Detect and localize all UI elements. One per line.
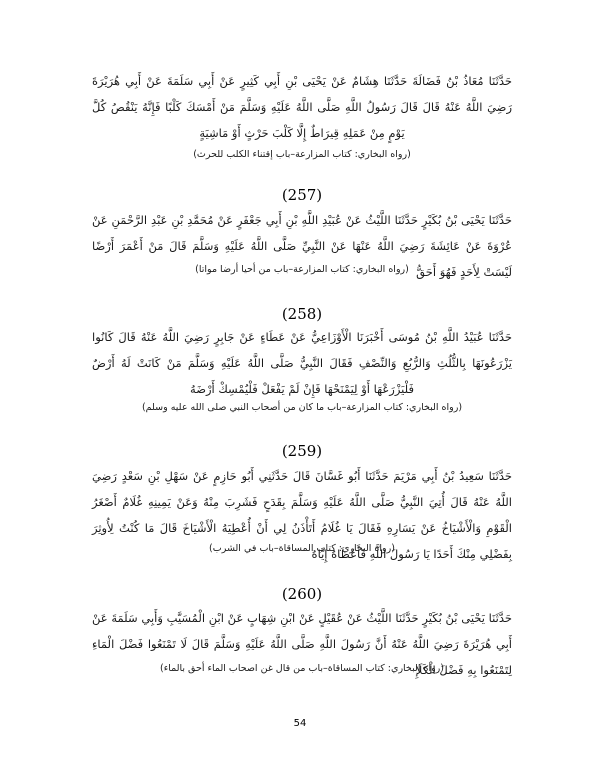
hadith-source-260: (رواه البخاري: كتاب المساقاة–باب من قال غن اصحاب الماء أحق بالماء) (160, 663, 444, 674)
hadith-source-259: (رواه البخاري: كتاب المساقاة–باب في الشرب) (209, 543, 395, 554)
page-number: 54 (293, 718, 307, 729)
hadith-number-260: (260) (281, 585, 323, 603)
hadith-text-258: حَدَّثَنَا عُبَيْدُ اللَّهِ بْنُ مُوسَى أَخْبَرَنَا الْأَوْزَاعِيُّ عَنْ عَطَاءٍ عَنْ جَابِرٍ رَضِيَ اللَّهُ عَنْهُ قَالَ كَانُوا يَزْرَعُونَهَا بِالثُّلُثِ وَالرُّبُعِ وَالنِّصْفِ فَقَالَ النَّبِيُّ صَلَّى اللَّهُ عَلَيْهِ وَسَلَّمَ مَنْ كَانَتْ لَهُ أَرْضٌ فَلْيَزْرَعْهَا أَوْ لِيَمْنَحْهَا فَإِنْ لَمْ يَفْعَلْ فَلْيُمْسِكْ أَرْضَهُ (92, 330, 512, 396)
hadith-number-257: (257) (281, 186, 323, 204)
hadith-source-257: (رواه البخاري: كتاب المزارعة–باب من أحيا أرضا مواتا) (195, 264, 409, 275)
hadith-text-260: حَدَّثَنَا يَحْيَى بْنُ بُكَيْرٍ حَدَّثَنَا اللَّيْثُ عَنْ عُقَيْلٍ عَنْ ابْنِ شِهَابٍ عَنْ ابْنِ الْمُسَيَّبِ وَأَبِي سَلَمَةَ عَنْ أَبِي هُرَيْرَةَ رَضِيَ اللَّهُ عَنْهُ أَنَّ رَسُولَ اللَّهِ صَلَّى اللَّهُ عَلَيْهِ وَسَلَّمَ قَالَ لَا تَمْنَعُوا فَضْلَ الْمَاءِ لِتَمْنَعُوا بِهِ فَضْلَ الْكَلَإِ (92, 611, 512, 677)
hadith-text-256: حَدَّثَنَا مُعَاذُ بْنُ فَضَالَةَ حَدَّثَنَا هِشَامٌ عَنْ يَحْيَى بْنِ أَبِي كَثِيرٍ عَنْ أَبِي سَلَمَةَ عَنْ أَبِي هُرَيْرَةَ رَضِيَ اللَّهُ عَنْهُ قَالَ قَالَ رَسُولُ اللَّهِ صَلَّى اللَّهُ عَلَيْهِ وَسَلَّمَ مَنْ أَمْسَكَ كَلْبًا فَإِنَّهُ يَنْقُصُ كُلَّ يَوْمٍ مِنْ عَمَلِهِ قِيرَاطٌ إِلَّا كَلْبَ حَرْثٍ أَوْ مَاشِيَةٍ (92, 74, 512, 140)
hadith-text-259: حَدَّثَنَا سَعِيدُ بْنُ أَبِي مَرْيَمَ حَدَّثَنَا أَبُو غَسَّانَ قَالَ حَدَّثَنِي أَبُو حَازِمٍ عَنْ سَهْلِ بْنِ سَعْدٍ رَضِيَ اللَّهُ عَنْهُ قَالَ أُتِيَ النَّبِيُّ صَلَّى اللَّهُ عَلَيْهِ وَسَلَّمَ بِقَدَحٍ فَشَرِبَ مِنْهُ وَعَنْ يَمِينِهِ غُلَامٌ أَصْغَرُ الْقَوْمِ وَالْأَشْيَاخُ عَنْ يَسَارِهِ فَقَالَ يَا غُلَامُ أَتَأْذَنُ لِي أَنْ أُعْطِيَهُ الْأَشْيَاخَ قَالَ مَا كُنْتُ لِأُوثِرَ بِفَضْلِي مِنْكَ أَحَدًا يَا رَسُولَ اللَّهِ فَأَعْطَاهُ إِيَّاهُ (92, 469, 512, 561)
hadith-text-257: حَدَّثَنَا يَحْيَى بْنُ بُكَيْرٍ حَدَّثَنَا اللَّيْثُ عَنْ عُبَيْدِ اللَّهِ بْنِ أَبِي جَعْفَرٍ عَنْ مُحَمَّدِ بْنِ عَبْدِ الرَّحْمَنِ عَنْ عُرْوَةَ عَنْ عَائِشَةَ رَضِيَ اللَّهُ عَنْهَا عَنْ النَّبِيِّ صَلَّى اللَّهُ عَلَيْهِ وَسَلَّمَ قَالَ مَنْ أَعْمَرَ أَرْضًا لَيْسَتْ لِأَحَدٍ فَهُوَ أَحَقُّ (92, 213, 512, 279)
hadith-source-258: (رواه البخاري: كتاب المزارعة–باب ما كان من أصحاب النبي صلى الله عليه وسلم) (141, 402, 463, 413)
hadith-number-258: (258) (281, 305, 323, 323)
hadith-source-256: (رواه البخاري: كتاب المزارعة–باب إقتناء الكلب للحرث) (193, 149, 411, 160)
hadith-number-259: (259) (281, 442, 323, 460)
